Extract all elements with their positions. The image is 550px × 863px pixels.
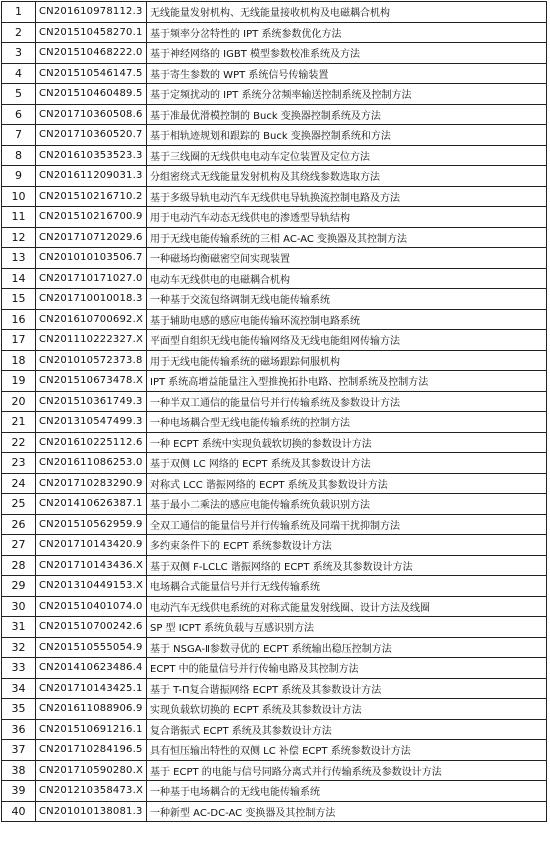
table-row (2, 740, 547, 761)
row-number-cell: 23 (2, 453, 36, 474)
patent-title-cell: 无线能量发射机构、无线能量接收机构及电磁耦合机构 (147, 2, 547, 23)
row-number-cell: 36 (2, 719, 36, 740)
patent-number-cell: CN201610225112.6 (36, 432, 147, 453)
patent-title-cell: 用于无线电能传输系统的三相 AC-AC 变换器及其控制方法 (147, 227, 547, 248)
patent-table-body (2, 2, 547, 822)
patent-number-cell: CN201510401074.0 (36, 596, 147, 617)
table-row (2, 125, 547, 146)
patent-number-cell: CN201010572373.8 (36, 350, 147, 371)
patent-title-cell: 分组密绕式无线能量发射机构及其绕线参数选取方法 (147, 166, 547, 187)
row-number-cell: 24 (2, 473, 36, 494)
patent-title-cell: 基于相轨迹规划和跟踪的 Buck 变换器控制系统和方法 (147, 125, 547, 146)
row-number-cell: 19 (2, 371, 36, 392)
table-row (2, 84, 547, 105)
table-row (2, 186, 547, 207)
patent-number-cell: CN201610700692.X (36, 309, 147, 330)
patent-number-cell: CN201010138081.3 (36, 801, 147, 822)
patent-title-cell: 电动汽车无线供电系统的对称式能量发射线圈、设计方法及线圈 (147, 596, 547, 617)
table-row (2, 699, 547, 720)
row-number-cell: 4 (2, 63, 36, 84)
row-number-cell: 28 (2, 555, 36, 576)
patent-number-cell: CN201410626387.1 (36, 494, 147, 515)
patent-table (1, 1, 547, 822)
patent-number-cell: CN201510691216.1 (36, 719, 147, 740)
table-row (2, 473, 547, 494)
table-row (2, 289, 547, 310)
patent-title-cell: 实现负载软切换的 ECPT 系统及其参数设计方法 (147, 699, 547, 720)
patent-number-cell: CN201710143420.9 (36, 535, 147, 556)
patent-title-cell: 基于 NSGA-Ⅱ参数寻优的 ECPT 系统输出稳压控制方法 (147, 637, 547, 658)
table-row (2, 391, 547, 412)
patent-number-cell: CN201310449153.X (36, 576, 147, 597)
row-number-cell: 27 (2, 535, 36, 556)
patent-title-cell: 复合谐振式 ECPT 系统及其参数设计方法 (147, 719, 547, 740)
table-row (2, 268, 547, 289)
patent-number-cell: CN201710010018.3 (36, 289, 147, 310)
patent-number-cell: CN201510216700.9 (36, 207, 147, 228)
patent-number-cell: CN201510458270.1 (36, 22, 147, 43)
patent-title-cell: 具有恒压输出特性的双侧 LC 补偿 ECPT 系统参数设计方法 (147, 740, 547, 761)
patent-title-cell: 基于准最优滑模控制的 Buck 变换器控制系统及方法 (147, 104, 547, 125)
patent-title-cell: IPT 系统高增益能量注入型推挽拓扑电路、控制系统及控制方法 (147, 371, 547, 392)
patent-title-cell: 对称式 LCC 谐振网络的 ECPT 系统及其参数设计方法 (147, 473, 547, 494)
table-row (2, 678, 547, 699)
patent-title-cell: 全双工通信的能量信号并行传输系统及同端干扰抑制方法 (147, 514, 547, 535)
row-number-cell: 21 (2, 412, 36, 433)
table-row (2, 166, 547, 187)
row-number-cell: 15 (2, 289, 36, 310)
table-row (2, 617, 547, 638)
row-number-cell: 14 (2, 268, 36, 289)
patent-number-cell: CN201410623486.4 (36, 658, 147, 679)
row-number-cell: 34 (2, 678, 36, 699)
row-number-cell: 38 (2, 760, 36, 781)
patent-title-cell: 基于频率分岔特性的 IPT 系统参数优化方法 (147, 22, 547, 43)
patent-number-cell: CN201611088906.9 (36, 699, 147, 720)
table-row (2, 371, 547, 392)
patent-number-cell: CN201510468222.0 (36, 43, 147, 64)
table-row (2, 576, 547, 597)
row-number-cell: 10 (2, 186, 36, 207)
row-number-cell: 7 (2, 125, 36, 146)
patent-number-cell: CN201610353523.3 (36, 145, 147, 166)
patent-number-cell: CN201510546147.5 (36, 63, 147, 84)
table-row (2, 22, 547, 43)
patent-number-cell: CN201611086253.0 (36, 453, 147, 474)
row-number-cell: 8 (2, 145, 36, 166)
table-row (2, 412, 547, 433)
row-number-cell: 35 (2, 699, 36, 720)
row-number-cell: 5 (2, 84, 36, 105)
patent-number-cell: CN201710143436.X (36, 555, 147, 576)
table-row (2, 309, 547, 330)
row-number-cell: 9 (2, 166, 36, 187)
row-number-cell: 37 (2, 740, 36, 761)
patent-title-cell: 基于定频扰动的 IPT 系统分岔频率输送控制系统及控制方法 (147, 84, 547, 105)
patent-number-cell: CN201510700242.6 (36, 617, 147, 638)
patent-number-cell: CN201210358473.X (36, 781, 147, 802)
patent-number-cell: CN201510216710.2 (36, 186, 147, 207)
patent-title-cell: 基于 ECPT 的电能与信号同路分离式并行传输系统及参数设计方法 (147, 760, 547, 781)
table-row (2, 555, 547, 576)
patent-number-cell: CN201710284196.5 (36, 740, 147, 761)
table-row (2, 63, 547, 84)
table-row (2, 432, 547, 453)
patent-title-cell: 一种基于电场耦合的无线电能传输系统 (147, 781, 547, 802)
patent-number-cell: CN201510460489.5 (36, 84, 147, 105)
patent-number-cell: CN201611209031.3 (36, 166, 147, 187)
table-row (2, 2, 547, 23)
row-number-cell: 12 (2, 227, 36, 248)
patent-title-cell: SP 型 ICPT 系统负载与互感识别方法 (147, 617, 547, 638)
patent-title-cell: 一种磁场均衡磁密空间实现装置 (147, 248, 547, 269)
patent-title-cell: 基于多级导轨电动汽车无线供电导轨换流控制电路及方法 (147, 186, 547, 207)
row-number-cell: 29 (2, 576, 36, 597)
row-number-cell: 2 (2, 22, 36, 43)
patent-title-cell: 基于 T-Π复合谐振网络 ECPT 系统及其参数设计方法 (147, 678, 547, 699)
patent-number-cell: CN201710360520.7 (36, 125, 147, 146)
row-number-cell: 33 (2, 658, 36, 679)
row-number-cell: 20 (2, 391, 36, 412)
patent-number-cell: CN201710360508.6 (36, 104, 147, 125)
patent-number-cell: CN201510562959.9 (36, 514, 147, 535)
row-number-cell: 31 (2, 617, 36, 638)
patent-number-cell: CN201610978112.3 (36, 2, 147, 23)
patent-number-cell: CN201510361749.3 (36, 391, 147, 412)
table-row (2, 658, 547, 679)
patent-number-cell: CN201110222327.X (36, 330, 147, 351)
row-number-cell: 39 (2, 781, 36, 802)
patent-title-cell: 基于双侧 LC 网络的 ECPT 系统及其参数设计方法 (147, 453, 547, 474)
patent-number-cell: CN201710590280.X (36, 760, 147, 781)
table-row (2, 760, 547, 781)
table-row (2, 535, 547, 556)
patent-title-cell: 一种半双工通信的能量信号并行传输系统及参数设计方法 (147, 391, 547, 412)
table-row (2, 330, 547, 351)
patent-number-cell: CN201710143425.1 (36, 678, 147, 699)
patent-title-cell: ECPT 中的能量信号并行传输电路及其控制方法 (147, 658, 547, 679)
row-number-cell: 26 (2, 514, 36, 535)
row-number-cell: 17 (2, 330, 36, 351)
patent-title-cell: 一种电场耦合型无线电能传输系统的控制方法 (147, 412, 547, 433)
row-number-cell: 30 (2, 596, 36, 617)
patent-title-cell: 电动车无线供电的电磁耦合机构 (147, 268, 547, 289)
table-row (2, 596, 547, 617)
table-row (2, 248, 547, 269)
patent-title-cell: 基于三线圈的无线供电电动车定位装置及定位方法 (147, 145, 547, 166)
table-row (2, 781, 547, 802)
patent-title-cell: 一种 ECPT 系统中实现负载软切换的参数设计方法 (147, 432, 547, 453)
patent-number-cell: CN201010103506.7 (36, 248, 147, 269)
table-row (2, 104, 547, 125)
patent-title-cell: 基于神经网络的 IGBT 模型参数校准系统及方法 (147, 43, 547, 64)
table-row (2, 207, 547, 228)
row-number-cell: 32 (2, 637, 36, 658)
table-row (2, 145, 547, 166)
patent-title-cell: 平面型自组织无线电能传输网络及无线电能组网传输方法 (147, 330, 547, 351)
patent-title-cell: 多约束条件下的 ECPT 系统参数设计方法 (147, 535, 547, 556)
table-row (2, 43, 547, 64)
patent-number-cell: CN201710283290.9 (36, 473, 147, 494)
row-number-cell: 13 (2, 248, 36, 269)
patent-number-cell: CN201710171027.0 (36, 268, 147, 289)
patent-title-cell: 用于电动汽车动态无线供电的渗透型导轨结构 (147, 207, 547, 228)
patent-title-cell: 基于辅助电感的感应电能传输环流控制电路系统 (147, 309, 547, 330)
table-row (2, 350, 547, 371)
table-row (2, 637, 547, 658)
patent-number-cell: CN201510555054.9 (36, 637, 147, 658)
patent-title-cell: 电场耦合式能量信号并行无线传输系统 (147, 576, 547, 597)
table-row (2, 227, 547, 248)
patent-title-cell: 一种基于交流包络调制无线电能传输系统 (147, 289, 547, 310)
patent-title-cell: 基于最小二乘法的感应电能传输系统负载识别方法 (147, 494, 547, 515)
table-row (2, 514, 547, 535)
patent-number-cell: CN201710712029.6 (36, 227, 147, 248)
row-number-cell: 22 (2, 432, 36, 453)
row-number-cell: 3 (2, 43, 36, 64)
table-row (2, 801, 547, 822)
patent-title-cell: 基于寄生参数的 WPT 系统信号传输装置 (147, 63, 547, 84)
patent-number-cell: CN201510673478.X (36, 371, 147, 392)
patent-title-cell: 用于无线电能传输系统的磁场跟踪伺服机构 (147, 350, 547, 371)
table-row (2, 494, 547, 515)
row-number-cell: 18 (2, 350, 36, 371)
row-number-cell: 1 (2, 2, 36, 23)
row-number-cell: 6 (2, 104, 36, 125)
row-number-cell: 25 (2, 494, 36, 515)
row-number-cell: 11 (2, 207, 36, 228)
patent-title-cell: 基于双侧 F-LCLC 谐振网络的 ECPT 系统及其参数设计方法 (147, 555, 547, 576)
patent-number-cell: CN201310547499.3 (36, 412, 147, 433)
table-row (2, 453, 547, 474)
table-row (2, 719, 547, 740)
row-number-cell: 16 (2, 309, 36, 330)
row-number-cell: 40 (2, 801, 36, 822)
patent-title-cell: 一种新型 AC-DC-AC 变换器及其控制方法 (147, 801, 547, 822)
